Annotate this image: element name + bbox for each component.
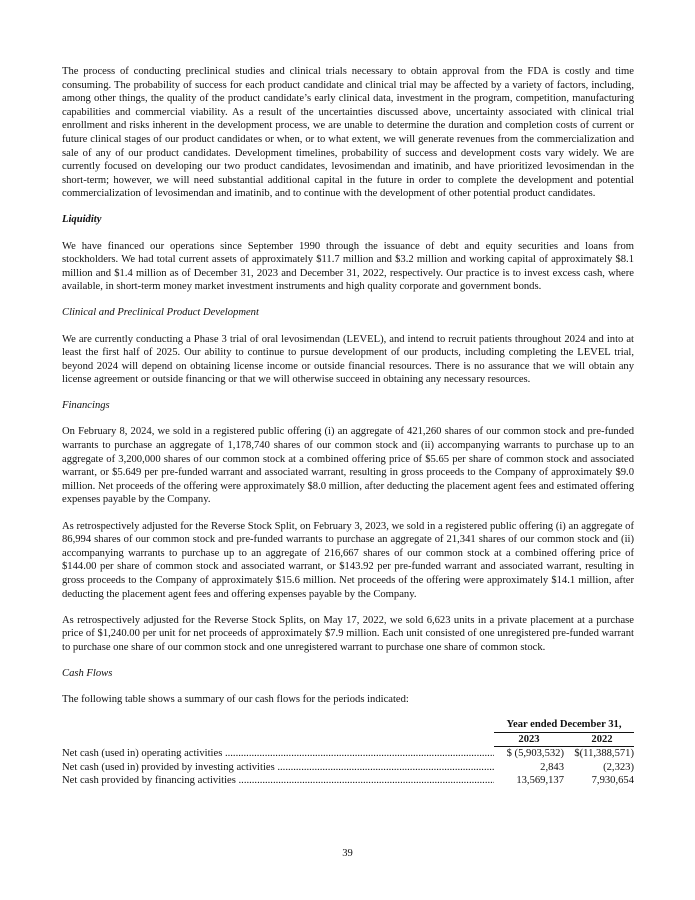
row-value-2023: 2,843 [540,761,564,773]
row-value-2022: 7,930,654 [591,775,634,787]
heading-financings: Financings [62,400,110,412]
paragraph-table-intro: The following table shows a summary of our cash flows for the periods indicated: [62,693,409,705]
table-row [62,747,634,761]
heading-clinical-development: Clinical and Preclinical Product Development [62,307,259,319]
row-label: Net cash (used in) operating activities [62,748,223,759]
year-header-2022: 2022 [564,732,634,747]
period-header: Year ended December 31, [494,718,634,732]
table-row [62,761,634,775]
paragraph-financing-2022: As retrospectively adjusted for the Reverse Stock Splits, on May 17, 2022, we sold 6,623 units in a private placement at a purchase price of $1,240.00 per unit for net proceeds of approximately $7.9 million. Each unit consisted of one unregistered pre-funded warrant to purchase one share of our common stock and one unregistered warrant to purchase one share of common stock. [62,614,634,653]
row-value-2023: $ (5,903,532) [506,748,564,760]
row-value-2022: $(11,388,571) [574,748,634,760]
heading-liquidity: Liquidity [62,214,102,226]
row-value-2022: (2,323) [603,761,634,773]
year-header-2023: 2023 [494,732,564,747]
table-row [62,774,634,788]
row-value-2023: 13,569,137 [516,775,564,787]
heading-cash-flows: Cash Flows [62,667,113,679]
page-number: 39 [342,848,353,859]
document-body [62,65,634,788]
paragraph-clinical-costs: The process of conducting preclinical studies and clinical trials necessary to obtain approval from the FDA is costly and time consuming. The probability of success for each product candidate and clinical trial may be affected by a variety of factors, including, among other things, the quality of the product candidate’s early clinical data, investment in the program, competition, manufacturing capabilities and commercial viability. As a result of the uncertainties discussed above, uncertainty associated with clinical trial enrollment and risks inherent in the development process, we are unable to determine the duration and completion costs of current or future clinical stages of our product candidates or when, or to what extent, we will generate revenues from the commercialization and sale of any of our product candidates. Development timelines, probability of success and development costs vary widely. We are currently focused on developing our two product candidates, levosimendan and imatinib, and have prioritized levosimendan in the short-term; however, we will need substantial additional capital in the future in order to complete the development and potential commercialization of levosimendan and imatinib, and to continue with the development of other potential product candidates. [62,66,634,200]
cash-flow-table [62,718,634,788]
row-label: Net cash provided by financing activities [62,775,236,787]
paragraph-financing-2023: As retrospectively adjusted for the Reverse Stock Split, on February 3, 2023, we sold in a registered public offering (i) an aggregate of 86,994 shares of our common stock and pre-funded warrants to purchase an aggregate of 21,341 shares of our common stock and (ii) accompanying warrants to purchase up to an aggregate of 216,667 shares of our common stock at a combined offering price of $144.00 per share of common stock and associated warrant, or $143.92 per pre-funded warrant and associated warrant, resulting in gross proceeds to the Company of approximately $15.6 million. Net proceeds of the offering were approximately $14.1 million, after deducting the placement agent fees and offering expenses payable by the Company. [62,520,634,600]
paragraph-clinical-development: We are currently conducting a Phase 3 trial of oral levosimendan (LEVEL), and intend to recruit patients throughout 2024 and into at least the first half of 2025. Our ability to continue to pursue development of our products, including completing the LEVEL trial, beyond 2024 will depend on obtaining license income or outside financial resources. There is no assurance that we will obtain any license agreement or outside financing or that we will otherwise succeed in obtaining any necessary resources. [62,333,634,386]
paragraph-liquidity: We have financed our operations since September 1990 through the issuance of debt and equity securities and loans from stockholders. We had total current assets of approximately $11.7 million and $3.2 million and working capital of approximately $8.1 million and $1.4 million as of December 31, 2023 and December 31, 2022, respectively. Our practice is to invest excess cash, where available, in short-term money market investment instruments and high quality corporate and government bonds. [62,240,634,293]
row-label: Net cash (used in) provided by investing activities [62,761,275,773]
paragraph-financing-2024: On February 8, 2024, we sold in a registered public offering (i) an aggregate of 421,260 shares of our common stock and pre-funded warrants to purchase an aggregate of 1,178,740 shares of our common stock and (ii) accompanying warrants to purchase up to an aggregate of 3,200,000 shares of our common stock at a combined offering price of $5.65 per share of common stock and associated warrant, or $5.649 per pre-funded warrant and associated warrant, resulting in gross proceeds to the Company of approximately $9.0 million. Net proceeds of the offering were approximately $8.0 million, after deducting the placement agent fees and estimated offering expenses payable by the Company. [62,426,634,506]
